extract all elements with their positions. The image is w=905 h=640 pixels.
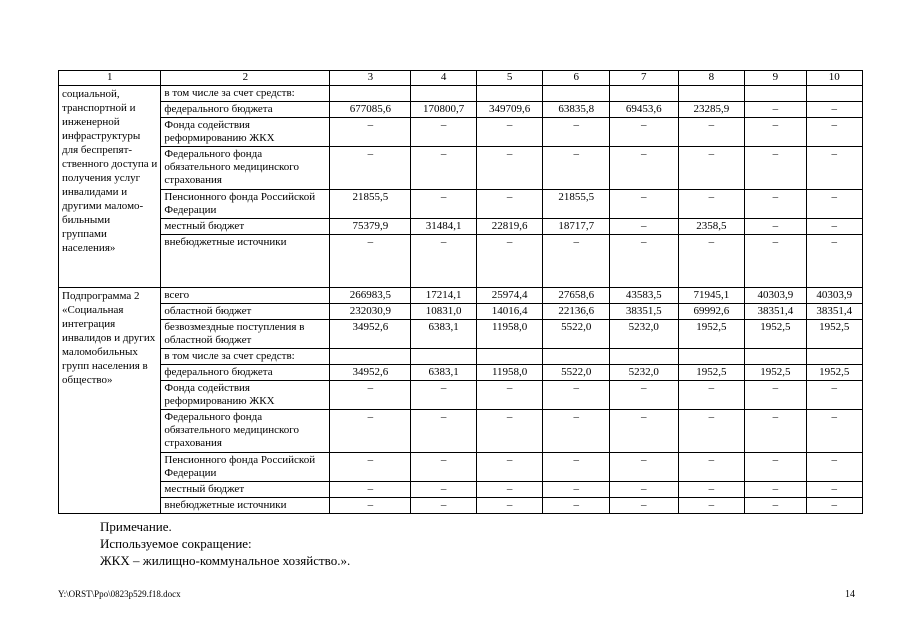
amount-cell: – [330,482,411,498]
amount-cell: – [411,410,477,453]
amount-cell: 14016,4 [476,304,543,320]
amount-cell: – [543,453,610,482]
amount-cell: 38351,5 [609,304,678,320]
amount-cell: 1952,5 [745,320,806,349]
amount-cell: – [543,410,610,453]
amount-cell: – [678,147,745,190]
amount-cell [330,349,411,365]
amount-cell: – [543,235,610,288]
amount-cell: 40303,9 [806,288,862,304]
amount-cell: – [609,498,678,514]
funding-source-cell: местный бюджет [161,219,330,235]
amount-cell: 69992,6 [678,304,745,320]
amount-cell: 18717,7 [543,219,610,235]
amount-cell [678,86,745,102]
amount-cell: – [745,235,806,288]
amount-cell: – [678,118,745,147]
amount-cell: 1952,5 [806,320,862,349]
funding-source-cell: Фонда содействия реформированию ЖКХ [161,381,330,410]
amount-cell: 1952,5 [678,365,745,381]
amount-cell: – [806,381,862,410]
amount-cell: 25974,4 [476,288,543,304]
amount-cell: – [745,453,806,482]
table-row [59,381,863,410]
amount-cell: – [806,482,862,498]
amount-cell: – [411,482,477,498]
amount-cell: – [678,410,745,453]
funding-source-cell: в том числе за счет средств: [161,349,330,365]
amount-cell: – [678,482,745,498]
amount-cell: – [609,190,678,219]
amount-cell: 34952,6 [330,320,411,349]
amount-cell: 75379,9 [330,219,411,235]
amount-cell: 6383,1 [411,320,477,349]
amount-cell [806,349,862,365]
table-row [59,320,863,349]
table-row [59,102,863,118]
amount-cell: – [476,118,543,147]
amount-cell: 31484,1 [411,219,477,235]
budget-table [58,70,863,514]
amount-cell: 23285,9 [678,102,745,118]
amount-cell [543,349,610,365]
amount-cell: – [806,190,862,219]
amount-cell: 38351,4 [745,304,806,320]
funding-source-cell: Пенсионного фонда Российской Федерации [161,190,330,219]
amount-cell: 34952,6 [330,365,411,381]
table-row [59,86,863,102]
amount-cell: 63835,8 [543,102,610,118]
amount-cell: – [543,381,610,410]
table-header-row [59,71,863,86]
amount-cell [476,86,543,102]
amount-cell: – [609,453,678,482]
table-row [59,349,863,365]
amount-cell: – [411,118,477,147]
amount-cell: – [609,235,678,288]
amount-cell: – [806,453,862,482]
table-row [59,147,863,190]
amount-cell: – [806,498,862,514]
amount-cell: 232030,9 [330,304,411,320]
amount-cell: – [806,219,862,235]
amount-cell: – [745,219,806,235]
amount-cell [745,86,806,102]
amount-cell [609,349,678,365]
amount-cell: – [543,482,610,498]
amount-cell: 6383,1 [411,365,477,381]
amount-cell: 71945,1 [678,288,745,304]
amount-cell: – [330,498,411,514]
amount-cell: 1952,5 [806,365,862,381]
table-row [59,304,863,320]
amount-cell: – [476,190,543,219]
amount-cell: – [678,190,745,219]
amount-cell: – [476,482,543,498]
amount-cell [330,86,411,102]
column-number-header: 7 [609,71,678,86]
amount-cell [543,86,610,102]
amount-cell: – [476,381,543,410]
amount-cell [411,86,477,102]
amount-cell: 1952,5 [678,320,745,349]
amount-cell: – [543,498,610,514]
funding-source-cell: федерального бюджета [161,102,330,118]
amount-cell: – [330,235,411,288]
amount-cell: – [745,118,806,147]
column-number-header: 3 [330,71,411,86]
funding-source-cell: федерального бюджета [161,365,330,381]
amount-cell: 22136,6 [543,304,610,320]
table-row [59,365,863,381]
funding-source-cell: в том числе за счет средств: [161,86,330,102]
funding-source-cell: Федерального фонда обязательного медицинского страхования [161,147,330,190]
amount-cell: – [476,453,543,482]
amount-cell: 266983,5 [330,288,411,304]
amount-cell: – [411,498,477,514]
funding-source-cell: областной бюджет [161,304,330,320]
funding-source-cell: внебюджетные источники [161,235,330,288]
notes-block [100,518,350,569]
amount-cell: 40303,9 [745,288,806,304]
column-number-header: 4 [411,71,477,86]
amount-cell: 5232,0 [609,320,678,349]
table-row [59,235,863,288]
column-number-header: 9 [745,71,806,86]
table-row [59,482,863,498]
table-row [59,498,863,514]
amount-cell [609,86,678,102]
funding-source-cell: всего [161,288,330,304]
table-row [59,190,863,219]
amount-cell: – [476,235,543,288]
amount-cell: – [609,147,678,190]
column-number-header: 8 [678,71,745,86]
amount-cell: – [745,482,806,498]
amount-cell: – [411,235,477,288]
column-number-header: 5 [476,71,543,86]
amount-cell: 170800,7 [411,102,477,118]
amount-cell: – [745,498,806,514]
amount-cell: – [330,118,411,147]
note-abbrev-definition: ЖКХ – жилищно-коммунальное хозяйство.». [100,553,351,568]
amount-cell: 2358,5 [678,219,745,235]
amount-cell: – [411,453,477,482]
column-number-header: 6 [543,71,610,86]
amount-cell: – [806,147,862,190]
amount-cell: – [476,410,543,453]
amount-cell: 5522,0 [543,320,610,349]
amount-cell: 21855,5 [330,190,411,219]
funding-source-cell: Фонда содействия реформированию ЖКХ [161,118,330,147]
amount-cell: – [411,190,477,219]
amount-cell [476,349,543,365]
amount-cell: – [745,102,806,118]
amount-cell: – [609,410,678,453]
amount-cell: – [678,235,745,288]
amount-cell: 69453,6 [609,102,678,118]
amount-cell: 17214,1 [411,288,477,304]
column-number-header: 2 [161,71,330,86]
amount-cell: – [745,381,806,410]
amount-cell: 5522,0 [543,365,610,381]
amount-cell: – [330,381,411,410]
amount-cell: 43583,5 [609,288,678,304]
amount-cell: – [330,410,411,453]
amount-cell: – [609,381,678,410]
amount-cell: – [411,147,477,190]
funding-source-cell: Пенсионного фонда Российской Федерации [161,453,330,482]
amount-cell: 10831,0 [411,304,477,320]
amount-cell: – [745,190,806,219]
amount-cell: – [678,498,745,514]
table-row [59,118,863,147]
amount-cell: – [609,118,678,147]
funding-source-cell: внебюджетные источники [161,498,330,514]
amount-cell: 349709,6 [476,102,543,118]
amount-cell: 21855,5 [543,190,610,219]
amount-cell: – [806,235,862,288]
funding-source-cell: Федерального фонда обязательного медицинского страхования [161,410,330,453]
amount-cell: 677085,6 [330,102,411,118]
amount-cell: – [806,410,862,453]
amount-cell [806,86,862,102]
amount-cell: – [543,118,610,147]
amount-cell: 1952,5 [745,365,806,381]
amount-cell: – [678,381,745,410]
table-row [59,410,863,453]
column-number-header: 10 [806,71,862,86]
amount-cell: – [330,453,411,482]
amount-cell: 27658,6 [543,288,610,304]
funding-source-cell: местный бюджет [161,482,330,498]
amount-cell: – [476,498,543,514]
table-row [59,219,863,235]
footer-page-number: 14 [845,589,855,600]
amount-cell: – [609,482,678,498]
program-name-cell: социальной, транспортной и инженерной инфраструктуры для беспрепят-ственного доступа и получения услуг инвалидами и другими маломо-бильными группами населения» [59,86,161,288]
amount-cell: – [806,102,862,118]
funding-source-cell: безвозмездные поступления в областной бюджет [161,320,330,349]
amount-cell [678,349,745,365]
column-number-header: 1 [59,71,161,86]
amount-cell: – [806,118,862,147]
table-row [59,288,863,304]
program-name-cell: Подпрограмма 2 «Социальная интеграция инвалидов и других маломобильных групп населения в общество» [59,288,161,514]
amount-cell: – [745,147,806,190]
amount-cell: 11958,0 [476,365,543,381]
amount-cell: – [411,381,477,410]
footer-file-path: Y:\ORST\Ppo\0823p529.f18.docx [58,589,181,599]
note-abbrev-heading: Используемое сокращение: [100,536,252,551]
note-title: Примечание. [100,519,172,534]
amount-cell: – [745,410,806,453]
amount-cell: 5232,0 [609,365,678,381]
amount-cell: 38351,4 [806,304,862,320]
amount-cell: 11958,0 [476,320,543,349]
amount-cell: – [330,147,411,190]
amount-cell: – [476,147,543,190]
amount-cell: – [609,219,678,235]
amount-cell [411,349,477,365]
amount-cell: – [678,453,745,482]
table-row [59,453,863,482]
amount-cell: – [543,147,610,190]
amount-cell: 22819,6 [476,219,543,235]
amount-cell [745,349,806,365]
